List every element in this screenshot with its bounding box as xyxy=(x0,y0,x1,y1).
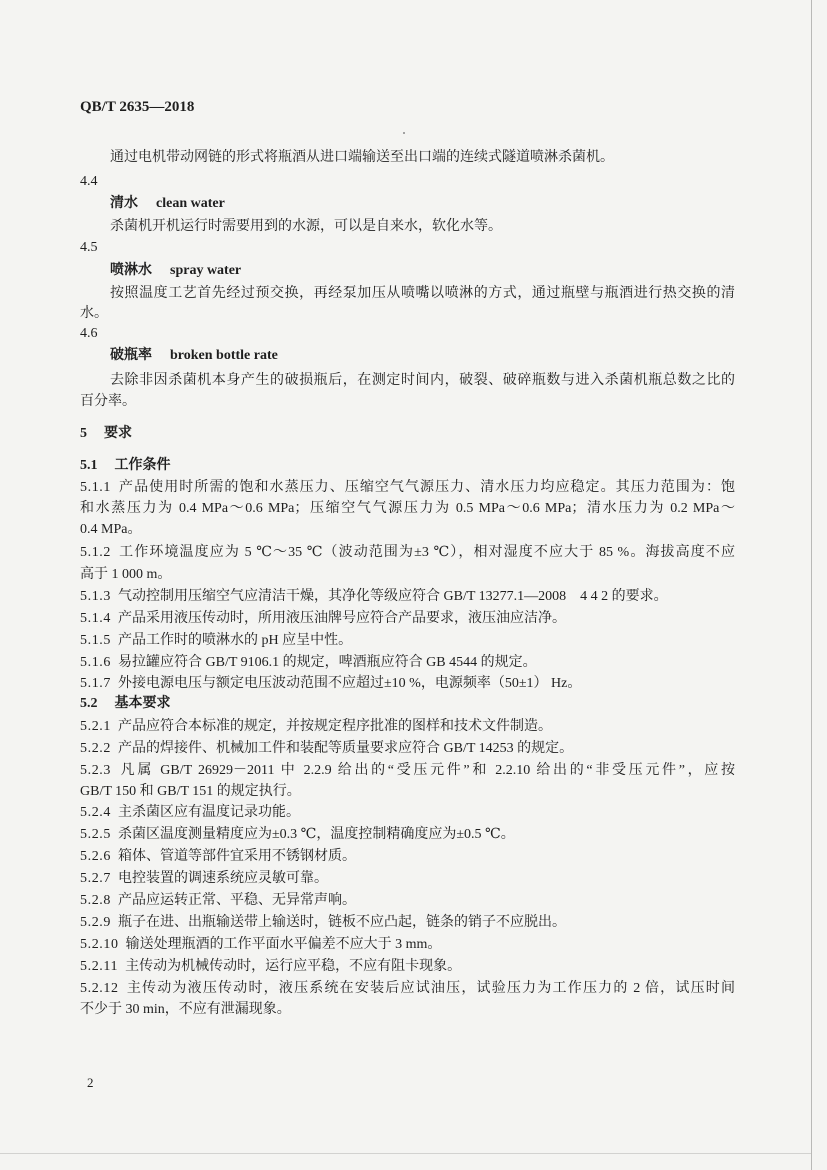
term-zh: 清水 xyxy=(110,196,138,211)
term-4-3-continued: 通过电机带动网链的形式将瓶酒从进口端输送至出口端的连续式隧道喷淋杀菌机。 xyxy=(110,150,614,165)
term-heading-4-6 xyxy=(110,346,735,366)
clause-5-2-11 xyxy=(80,957,735,977)
subsection-heading-5-2 xyxy=(80,694,735,714)
clause-text: 输送处理瓶酒的工作平面水平偏差不应大于 3 mm。 xyxy=(125,937,442,952)
clause-number: 5.2.5 xyxy=(80,827,111,842)
clause-5-1-4 xyxy=(80,609,735,629)
clause-text: 凡属 GB/T 26929－2011 中 2.2.9 给出的“受压元件”和 2.2.10 给出的“非受压元件”，应按 xyxy=(118,763,735,778)
term-en: broken bottle rate xyxy=(170,348,278,363)
clause-continuation: 0.4 MPa。 xyxy=(80,522,142,537)
term-definition-line: 按照温度工艺首先经过预交换，再经泵加压从喷嘴以喷淋的方式，通过瓶壁与瓶酒进行热交换的清 xyxy=(110,286,735,301)
clause-5-2-5 xyxy=(80,825,735,845)
clause-text: 主传动为机械传动时，运行应平稳，不应有阻卡现象。 xyxy=(125,959,462,974)
clause-number: 5.2.4 xyxy=(80,805,111,820)
page-number: 2 xyxy=(87,1075,94,1090)
subsection-title: 工作条件 xyxy=(114,458,171,473)
clause-text: 易拉罐应符合 GB/T 9106.1 的规定，啤酒瓶应符合 GB 4544 的规定。 xyxy=(118,655,537,670)
term-zh: 喷淋水 xyxy=(110,263,152,278)
scan-edge-right xyxy=(811,0,812,1170)
clause-text: 工作环境温度应为 5 ℃～35 ℃（波动范围为±3 ℃），相对湿度不应大于 85 %。海拔高度不应 xyxy=(118,545,735,560)
clause-text: 瓶子在进、出瓶输送带上输送时，链板不应凸起，链条的销子不应脱出。 xyxy=(118,915,566,930)
term-heading-4-5 xyxy=(110,261,735,281)
clause-5-2-2 xyxy=(80,739,735,759)
clause-5-2-7 xyxy=(80,869,735,889)
term-zh: 破瓶率 xyxy=(110,348,152,363)
clause-5-1-6 xyxy=(80,653,735,673)
clause-number: 5.1.1 xyxy=(80,480,111,495)
clause-text: 气动控制用压缩空气应清洁干燥，其净化等级应符合 GB/T 13277.1—2008 4 4 2 的要求。 xyxy=(118,589,668,604)
clause-5-1-2 xyxy=(80,543,735,563)
subsection-title: 基本要求 xyxy=(114,696,171,711)
scan-speck xyxy=(403,132,405,134)
clause-number: 5.2.11 xyxy=(80,959,119,974)
clause-text: 产品采用液压传动时，所用液压油牌号应符合产品要求，液压油应洁净。 xyxy=(118,611,566,626)
clause-text: 杀菌区温度测量精度应为±0.3 ℃，温度控制精确度应为±0.5 ℃。 xyxy=(118,827,515,842)
clause-number: 5.1.4 xyxy=(80,611,111,626)
clause-number: 5.1.5 xyxy=(80,633,111,648)
clause-number: 5.1.6 xyxy=(80,655,111,670)
term-heading-4-4 xyxy=(110,194,735,214)
clause-5-2-4 xyxy=(80,803,735,823)
clause-number: 5.2.10 xyxy=(80,937,119,952)
clause-5-1-5 xyxy=(80,631,735,651)
term-definition-line: 百分率。 xyxy=(80,394,136,409)
clause-5-2-10 xyxy=(80,935,735,955)
clause-5-1-7 xyxy=(80,674,735,694)
standard-code-header: QB/T 2635—2018 xyxy=(80,99,195,115)
clause-number: 5.2.7 xyxy=(80,871,111,886)
clause-number: 5.1.7 xyxy=(80,676,111,691)
clause-5-2-1 xyxy=(80,717,735,737)
clause-text: 外接电源电压与额定电压波动范围不应超过±10 %，电源频率（50±1） Hz。 xyxy=(118,676,582,691)
clause-number: 5.2.8 xyxy=(80,893,111,908)
clause-text: 产品应运转正常、平稳、无异常声响。 xyxy=(118,893,356,908)
clause-5-2-9 xyxy=(80,913,735,933)
clause-number: 5.2.2 xyxy=(80,741,111,756)
term-number-4-4: 4.4 xyxy=(80,174,98,189)
clause-text: 产品工作时的喷淋水的 pH 应呈中性。 xyxy=(118,633,353,648)
subsection-number: 5.1 xyxy=(80,458,98,473)
clause-5-1-1 xyxy=(80,478,735,498)
subsection-number: 5.2 xyxy=(80,696,98,711)
section-number: 5 xyxy=(80,426,87,441)
clause-continuation: GB/T 150 和 GB/T 151 的规定执行。 xyxy=(80,784,301,799)
clause-5-2-8 xyxy=(80,891,735,911)
clause-number: 5.2.1 xyxy=(80,719,111,734)
section-title: 要求 xyxy=(104,426,132,441)
term-number-4-6: 4.6 xyxy=(80,326,98,341)
term-en: spray water xyxy=(170,263,242,278)
term-number-4-5: 4.5 xyxy=(80,240,98,255)
section-heading-5 xyxy=(80,424,735,444)
clause-text: 产品应符合本标准的规定，并按规定程序批准的图样和技术文件制造。 xyxy=(118,719,552,734)
clause-text: 箱体、管道等部件宜采用不锈钢材质。 xyxy=(118,849,356,864)
clause-number: 5.1.3 xyxy=(80,589,111,604)
clause-number: 5.2.3 xyxy=(80,763,111,778)
term-definition-line: 杀菌机开机运行时需要用到的水源，可以是自来水，软化水等。 xyxy=(110,219,502,234)
term-definition-line: 去除非因杀菌机本身产生的破损瓶后，在测定时间内，破裂、破碎瓶数与进入杀菌机瓶总数之比的 xyxy=(110,373,735,388)
clause-continuation: 高于 1 000 m。 xyxy=(80,567,172,582)
clause-5-2-3 xyxy=(80,761,735,781)
clause-text: 主杀菌区应有温度记录功能。 xyxy=(118,805,300,820)
clause-text: 电控装置的调速系统应灵敏可靠。 xyxy=(118,871,328,886)
clause-5-2-12 xyxy=(80,979,735,999)
clause-5-1-3 xyxy=(80,587,735,607)
term-definition-line: 水。 xyxy=(80,306,108,321)
term-en: clean water xyxy=(156,196,225,211)
clause-number: 5.2.12 xyxy=(80,981,119,996)
subsection-heading-5-1 xyxy=(80,456,735,476)
scan-edge-bottom xyxy=(0,1153,811,1154)
clause-text: 主传动为液压传动时，液压系统在安装后应试油压，试验压力为工作压力的 2 倍，试压时间 xyxy=(125,981,735,996)
clause-number: 5.1.2 xyxy=(80,545,111,560)
clause-text: 产品使用时所需的饱和水蒸压力、压缩空气气源压力、清水压力均应稳定。其压力范围为：饱 xyxy=(118,480,735,495)
clause-continuation: 不少于 30 min，不应有泄漏现象。 xyxy=(80,1002,291,1017)
clause-text: 产品的焊接件、机械加工件和装配等质量要求应符合 GB/T 14253 的规定。 xyxy=(118,741,574,756)
clause-number: 5.2.6 xyxy=(80,849,111,864)
clause-continuation: 和水蒸压力为 0.4 MPa～0.6 MPa；压缩空气气源压力为 0.5 MPa～0.6 MPa；清水压力为 0.2 MPa～ xyxy=(80,501,735,516)
clause-number: 5.2.9 xyxy=(80,915,111,930)
clause-5-2-6 xyxy=(80,847,735,867)
